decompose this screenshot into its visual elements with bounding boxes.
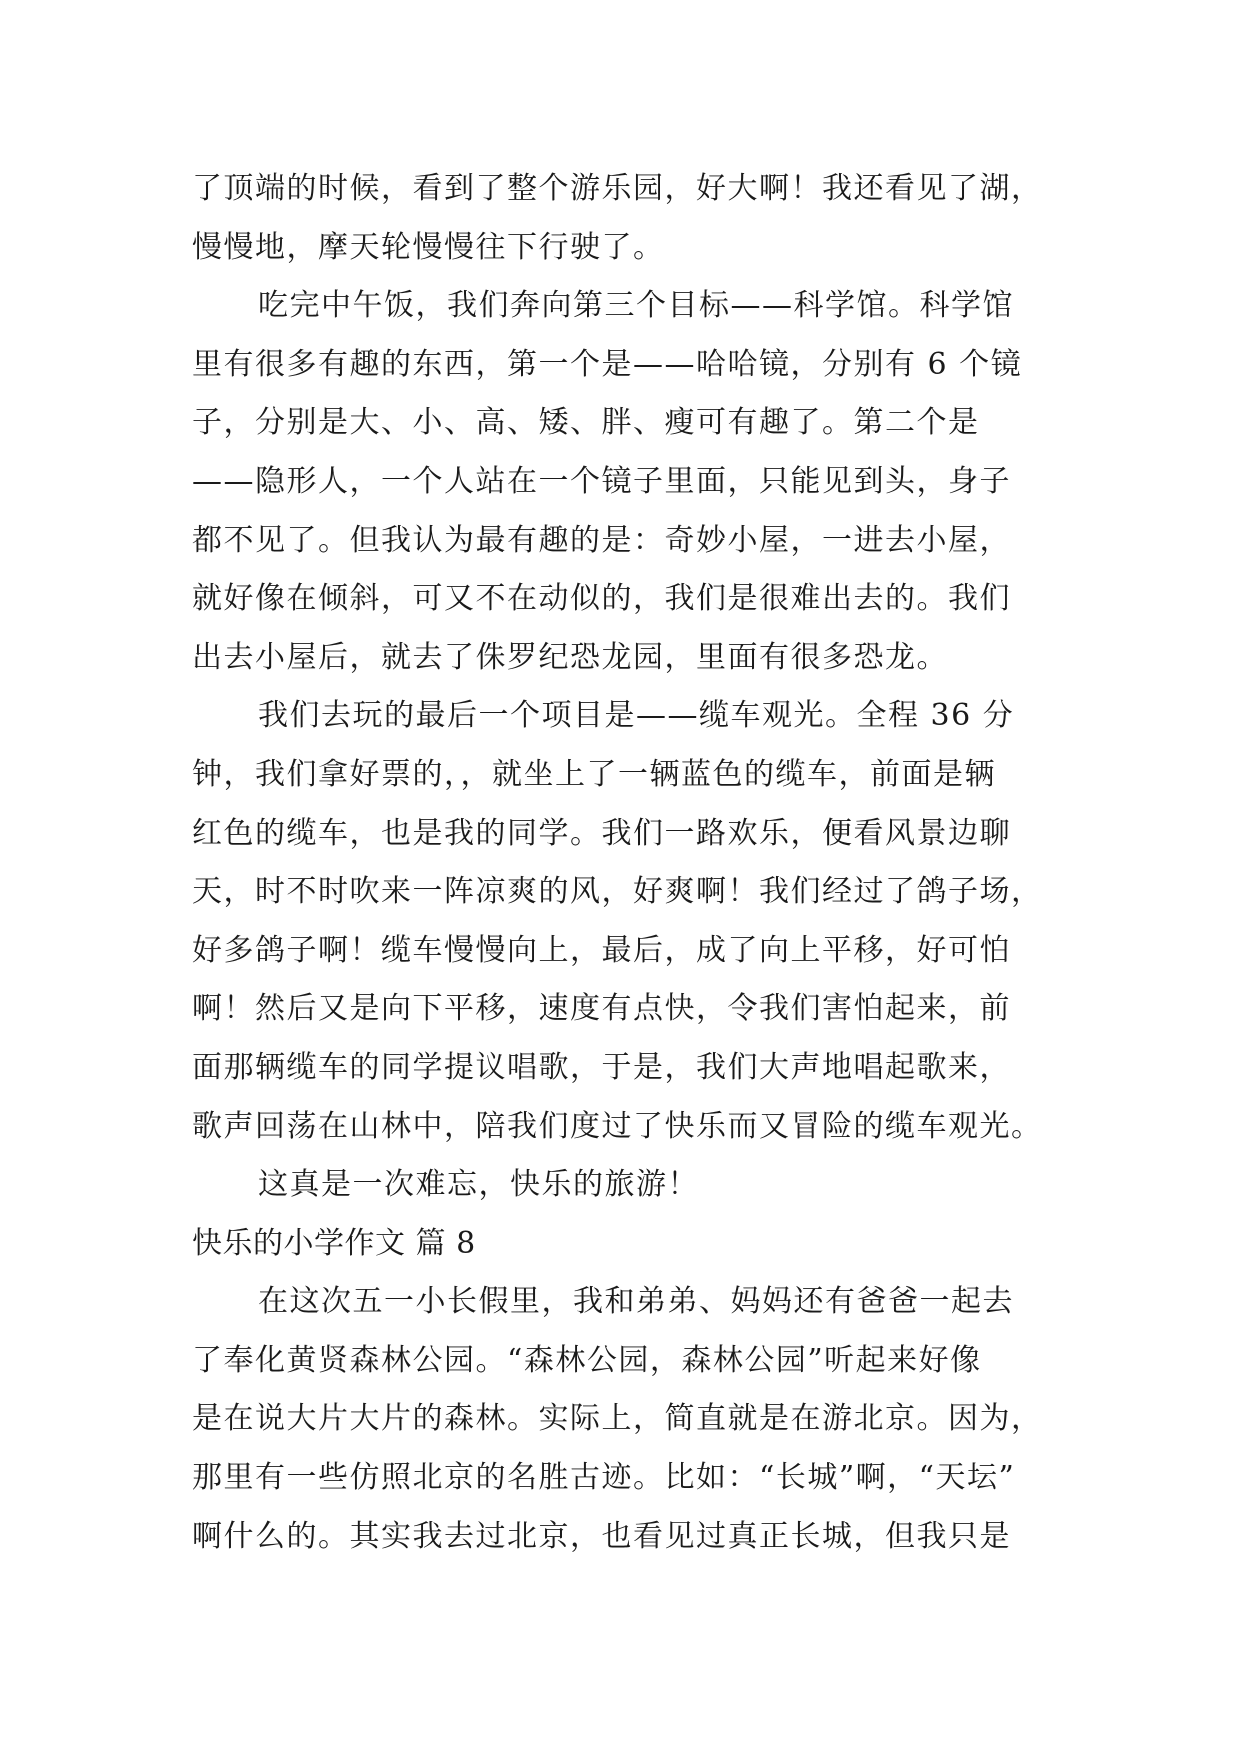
text-line: 就好像在倾斜，可又不在动似的，我们是很难出去的。我们	[192, 581, 1011, 617]
paragraph-start-line: 吃完中午饭，我们奔向第三个目标——科学馆。科学馆	[258, 288, 1014, 324]
text-line: 红色的缆车，也是我的同学。我们一路欢乐，便看风景边聊	[192, 815, 1011, 851]
text-line: 里有很多有趣的东西，第一个是——哈哈镜，分别有 6 个镜	[192, 346, 1023, 382]
text-line: 啊！然后又是向下平移，速度有点快，令我们害怕起来，前	[192, 991, 1011, 1027]
text-line: 那里有一些仿照北京的名胜古迹。比如：“长城”啊，“天坛”	[192, 1460, 1016, 1496]
paragraph-start-line: 我们去玩的最后一个项目是——缆车观光。全程 36 分	[258, 698, 1015, 734]
section-heading: 快乐的小学作文 篇 8	[192, 1225, 476, 1261]
paragraph-start-line: 这真是一次难忘，快乐的旅游！	[258, 1167, 699, 1203]
text-line: 面那辆缆车的同学提议唱歌，于是，我们大声地唱起歌来，	[192, 1049, 1011, 1085]
text-line: 慢慢地，摩天轮慢慢往下行驶了。	[192, 229, 665, 265]
text-line: 是在说大片大片的森林。实际上，简直就是在游北京。因为，	[192, 1401, 1043, 1437]
text-line: 天，时不时吹来一阵凉爽的风，好爽啊！我们经过了鸽子场，	[192, 874, 1043, 910]
text-line: 都不见了。但我认为最有趣的是：奇妙小屋，一进去小屋，	[192, 522, 1011, 558]
text-line: 好多鸽子啊！缆车慢慢向上，最后，成了向上平移，好可怕	[192, 932, 1011, 968]
text-line: 子，分别是大、小、高、矮、胖、瘦可有趣了。第二个是	[192, 405, 980, 441]
text-line: 了奉化黄贤森林公园。“森林公园，森林公园”听起来好像	[192, 1342, 982, 1378]
text-line: 钟，我们拿好票的，，就坐上了一辆蓝色的缆车，前面是辆	[192, 756, 996, 792]
paragraph-start-line: 在这次五一小长假里，我和弟弟、妈妈还有爸爸一起去	[258, 1284, 1014, 1320]
text-line: 啊什么的。其实我去过北京，也看见过真正长城，但我只是	[192, 1518, 1011, 1554]
text-line: 了顶端的时候，看到了整个游乐园，好大啊！我还看见了湖，	[192, 171, 1043, 206]
text-line: 歌声回荡在山林中，陪我们度过了快乐而又冒险的缆车观光。	[192, 1108, 1043, 1144]
text-line: ——隐形人，一个人站在一个镜子里面，只能见到头，身子	[192, 463, 1011, 499]
text-line: 出去小屋后，就去了侏罗纪恐龙园，里面有很多恐龙。	[192, 639, 948, 675]
document-page	[192, 160, 1050, 1566]
